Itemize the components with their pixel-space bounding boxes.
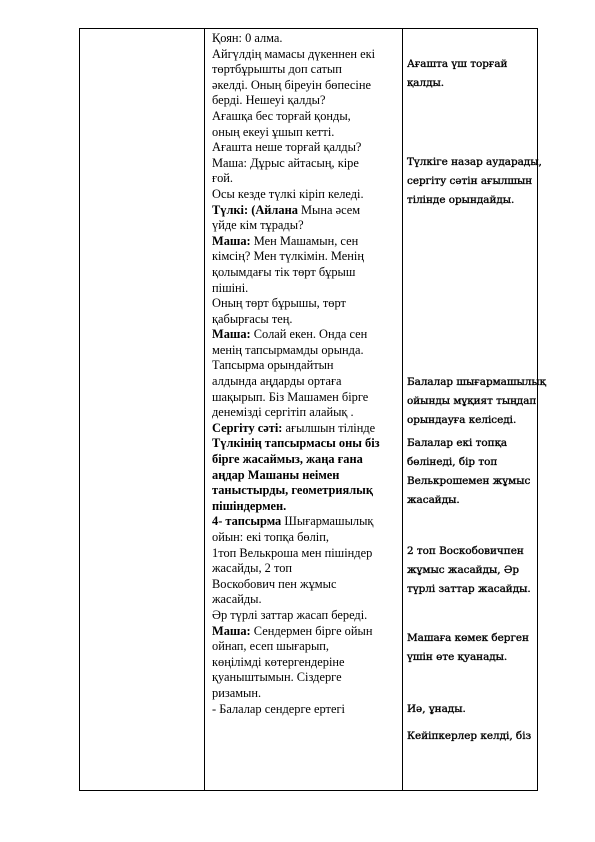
- text-line: [212, 312, 402, 328]
- regular-run: Әр түрлі заттар жасап береді.: [212, 607, 368, 622]
- text-line: [212, 93, 402, 109]
- text-line: [212, 499, 402, 515]
- child-activity-block: [407, 434, 542, 510]
- text-line: [212, 234, 402, 250]
- bold-run: таныстырды, геометриялық: [212, 483, 373, 498]
- regular-run: Тапсырма орындайтын: [212, 358, 334, 373]
- text-line: жұмыс жасайды, Әр: [407, 564, 520, 576]
- regular-run: төртбұрышты доп сатып: [212, 62, 342, 77]
- text-line: [212, 686, 402, 702]
- regular-run: ойнап, есеп шығарып,: [212, 639, 330, 654]
- bold-run: Маша:: [212, 623, 251, 638]
- regular-run: көңілімді көтергендеріне: [212, 654, 345, 669]
- regular-run: - Балалар сендерге ертегі: [212, 701, 345, 716]
- regular-run: ризамын.: [212, 685, 262, 700]
- text-line: Велькрошемен жұмыс: [407, 475, 531, 487]
- text-line: [212, 31, 402, 47]
- regular-run: ғой.: [212, 171, 234, 186]
- text-line: [212, 452, 402, 468]
- regular-run: үйде кім тұрады?: [212, 218, 304, 233]
- lesson-table: [79, 28, 546, 791]
- regular-run: 1топ Велькроша мен пішіндер: [212, 545, 373, 560]
- regular-run: Ағашта неше торғай қалды?: [212, 140, 362, 155]
- text-line: [212, 218, 402, 234]
- text-line: үшін өте қуанады.: [407, 651, 508, 663]
- text-line: [212, 421, 402, 437]
- bold-run: пішіндермен.: [212, 498, 287, 513]
- text-line: [212, 78, 402, 94]
- child-activity-block: [407, 727, 542, 746]
- bold-run: Маша:: [212, 233, 251, 248]
- text-line: [212, 655, 402, 671]
- regular-run: пішіні.: [212, 280, 249, 295]
- text-line: [212, 156, 402, 172]
- text-line: Иә, ұнады.: [407, 703, 466, 715]
- text-line: [212, 624, 402, 640]
- text-line: [212, 561, 402, 577]
- text-line: [212, 187, 402, 203]
- regular-run: Қоян: 0 алма.: [212, 31, 283, 45]
- text-line: 2 топ Воскобовичпен: [407, 545, 524, 557]
- column-divider-left: [204, 29, 205, 790]
- column-divider-right: [402, 29, 403, 790]
- text-line: [212, 281, 402, 297]
- text-line: [212, 125, 402, 141]
- text-line: [212, 358, 402, 374]
- text-line: [212, 109, 402, 125]
- text-line: Түлкіге назар аударады,: [407, 156, 542, 168]
- regular-run: Сендермен бірге ойын: [250, 623, 373, 638]
- child-activity-block: [407, 542, 542, 599]
- regular-run: Оның төрт бұрышы, төрт: [212, 296, 346, 311]
- text-line: [212, 62, 402, 78]
- text-line: [212, 140, 402, 156]
- text-line: [212, 390, 402, 406]
- regular-run: қабырғасы тең.: [212, 311, 293, 326]
- text-line: [212, 265, 402, 281]
- text-line: қалды.: [407, 77, 445, 89]
- child-activity-block: [407, 629, 542, 667]
- regular-run: Воскобович пен жұмыс: [212, 576, 337, 591]
- child-activity-block: [407, 373, 546, 430]
- regular-run: менің тапсырмамды орында.: [212, 342, 364, 357]
- regular-run: ойын: екі топқа бөліп,: [212, 530, 329, 544]
- text-line: [212, 608, 402, 624]
- regular-run: алдында аңдарды ортаға: [212, 374, 342, 389]
- text-line: орындауға келіседі.: [407, 414, 517, 426]
- text-line: тілінде орындайды.: [407, 194, 515, 206]
- text-line: [212, 483, 402, 499]
- child-activity-block: [407, 700, 542, 719]
- text-line: ойынды мұқият тыңдап: [407, 395, 537, 407]
- regular-run: Маша: Дұрыс айтасың, кіре: [212, 155, 359, 170]
- text-line: [212, 249, 402, 265]
- text-line: [212, 374, 402, 390]
- text-line: сергіту сәтін ағылшын: [407, 175, 533, 187]
- text-line: [212, 171, 402, 187]
- text-line: [212, 639, 402, 655]
- text-line: [212, 203, 402, 219]
- bold-run: Түлкінің тапсырмасы оны біз: [212, 436, 380, 451]
- regular-run: әкелді. Оның біреуін бөпесіне: [212, 77, 371, 92]
- regular-run: қуаныштымын. Сіздерге: [212, 670, 342, 685]
- regular-run: жасайды, 2 топ: [212, 561, 293, 576]
- text-line: түрлі заттар жасайды.: [407, 583, 531, 595]
- regular-run: Мына әсем: [297, 202, 361, 217]
- bold-run: бірге жасаймыз, жаңа ғана: [212, 452, 363, 467]
- text-line: Ағашта үш торғай: [407, 58, 508, 70]
- text-line: Балалар шығармашылық: [407, 376, 546, 388]
- text-line: [212, 436, 402, 452]
- regular-run: шақырып. Біз Машамен бірге: [212, 389, 369, 404]
- regular-run: Ағашқа бес торғай қонды,: [212, 108, 351, 123]
- text-line: [212, 405, 402, 421]
- regular-run: Мен Машамын, сен: [250, 233, 359, 248]
- text-line: Балалар екі топқа: [407, 437, 508, 449]
- regular-run: кімсің? Мен түлкімін. Менің: [212, 249, 364, 264]
- text-line: [212, 670, 402, 686]
- text-line: [212, 592, 402, 608]
- regular-run: берді. Нешеуі қалды?: [212, 93, 326, 108]
- regular-run: жасайды.: [212, 592, 262, 607]
- child-activity-block: [407, 55, 542, 93]
- regular-run: оның екеуі ұшып кетті.: [212, 124, 335, 139]
- regular-run: Солай екен. Онда сен: [250, 327, 368, 342]
- bold-run: Түлкі: (Айлана: [212, 202, 298, 217]
- regular-run: қолымдағы тік төрт бұрыш: [212, 264, 356, 279]
- text-line: [212, 327, 402, 343]
- regular-run: ағылшын тілінде: [282, 420, 376, 435]
- text-line: [212, 514, 402, 530]
- text-line: [212, 468, 402, 484]
- child-activity-block: [407, 153, 542, 210]
- text-line: [212, 702, 402, 718]
- bold-run: Маша:: [212, 327, 251, 342]
- text-line: бөлінеді, бір топ: [407, 456, 498, 468]
- regular-run: Айгүлдің мамасы дүкеннен екі: [212, 46, 376, 61]
- regular-run: Осы кезде түлкі кіріп келеді.: [212, 186, 364, 201]
- text-line: [212, 577, 402, 593]
- text-line: Машаға көмек берген: [407, 632, 529, 644]
- regular-run: денемізді сергітіп алайық .: [212, 405, 354, 420]
- regular-run: Шығармашылық: [281, 514, 374, 529]
- text-line: [212, 47, 402, 63]
- teacher-activity-column: [212, 31, 402, 717]
- text-line: жасайды.: [407, 494, 460, 506]
- text-line: [212, 530, 402, 546]
- text-line: [212, 296, 402, 312]
- bold-run: Сергіту сәті:: [212, 420, 283, 435]
- text-line: Кейіпкерлер келді, біз: [407, 730, 532, 742]
- text-line: [212, 546, 402, 562]
- bold-run: аңдар Машаны неімен: [212, 467, 340, 482]
- text-line: [212, 343, 402, 359]
- bold-run: 4- тапсырма: [212, 514, 282, 529]
